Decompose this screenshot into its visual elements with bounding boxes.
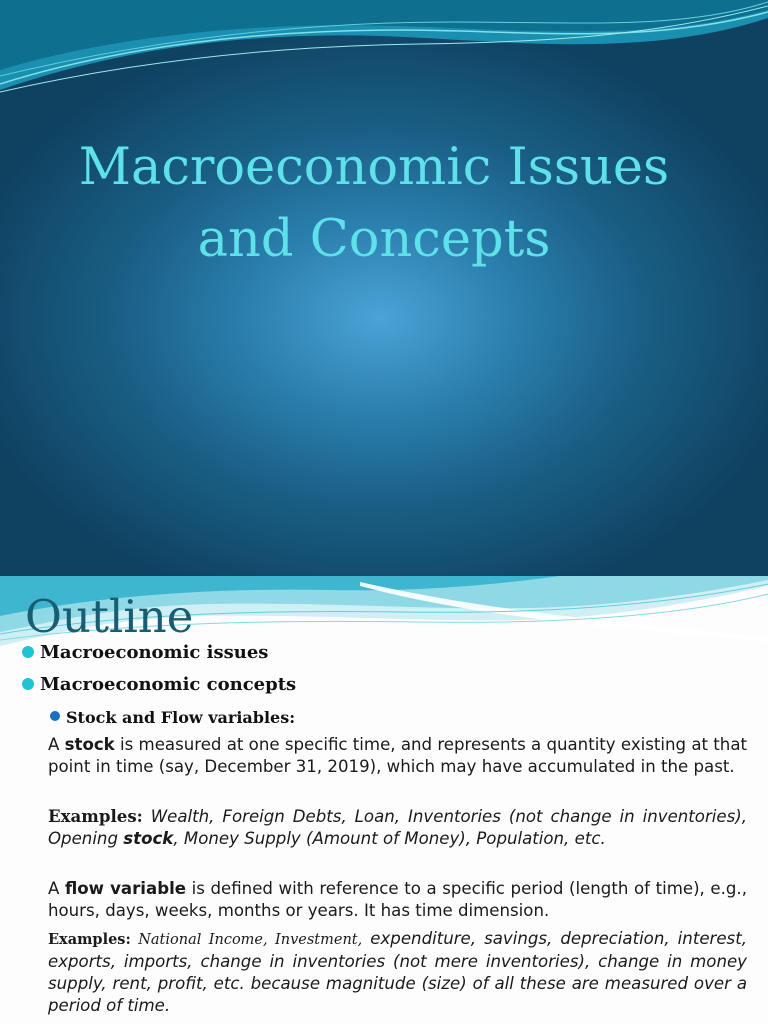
bullet-icon <box>22 646 34 658</box>
stock-definition <box>48 734 747 778</box>
title-line-2: and Concepts <box>197 210 551 269</box>
bullet-label: Macroeconomic concepts <box>40 674 297 695</box>
stock-examples-part2: , Money Supply (Amount of Money), Population, etc. <box>173 829 606 848</box>
stock-term: stock <box>64 735 115 754</box>
bullet-icon <box>22 678 34 690</box>
stock-examples-term: stock <box>123 829 174 848</box>
stock-pre: A <box>48 735 65 754</box>
flow-examples-rest: expenditure, savings, depreciation, interest, exports, imports, change in inventories (not mere inventories), change in money supply, rent, profit, etc. because magnitude (size) of all these are measured over a period of time. <box>48 929 747 1015</box>
title-line-1: Macroeconomic Issues <box>78 138 670 197</box>
bullet-label: Macroeconomic issues <box>40 642 269 663</box>
slide-title <box>34 132 714 276</box>
stock-examples-part1: Wealth, Foreign Debts, Loan, Inventories (not change in inventories), Opening <box>48 807 747 848</box>
header-wave-decoration <box>0 0 768 120</box>
stock-examples-label: Examples: <box>48 806 143 826</box>
flow-post: is defined with reference to a specific period (length of time), e.g., hours, days, weeks, months or years. It has time dimension. <box>48 879 747 920</box>
flow-definition <box>48 878 747 922</box>
outline-slide <box>0 576 768 1024</box>
stock-post: is measured at one specific time, and represents a quantity existing at that point in time (say, December 31, 2019), which may have accumulated in the past. <box>48 735 747 776</box>
outline-title: Outline <box>25 590 194 643</box>
sub-bullet-icon <box>50 711 60 721</box>
flow-pre: A <box>48 879 65 898</box>
flow-examples-serif: National Income, Investment, <box>130 932 363 948</box>
stock-examples <box>48 805 747 850</box>
flow-term: flow variable <box>64 879 187 898</box>
flow-examples <box>48 928 747 1017</box>
sub-bullet-label: Stock and Flow variables: <box>66 708 296 727</box>
flow-examples-label: Examples: <box>48 931 131 948</box>
